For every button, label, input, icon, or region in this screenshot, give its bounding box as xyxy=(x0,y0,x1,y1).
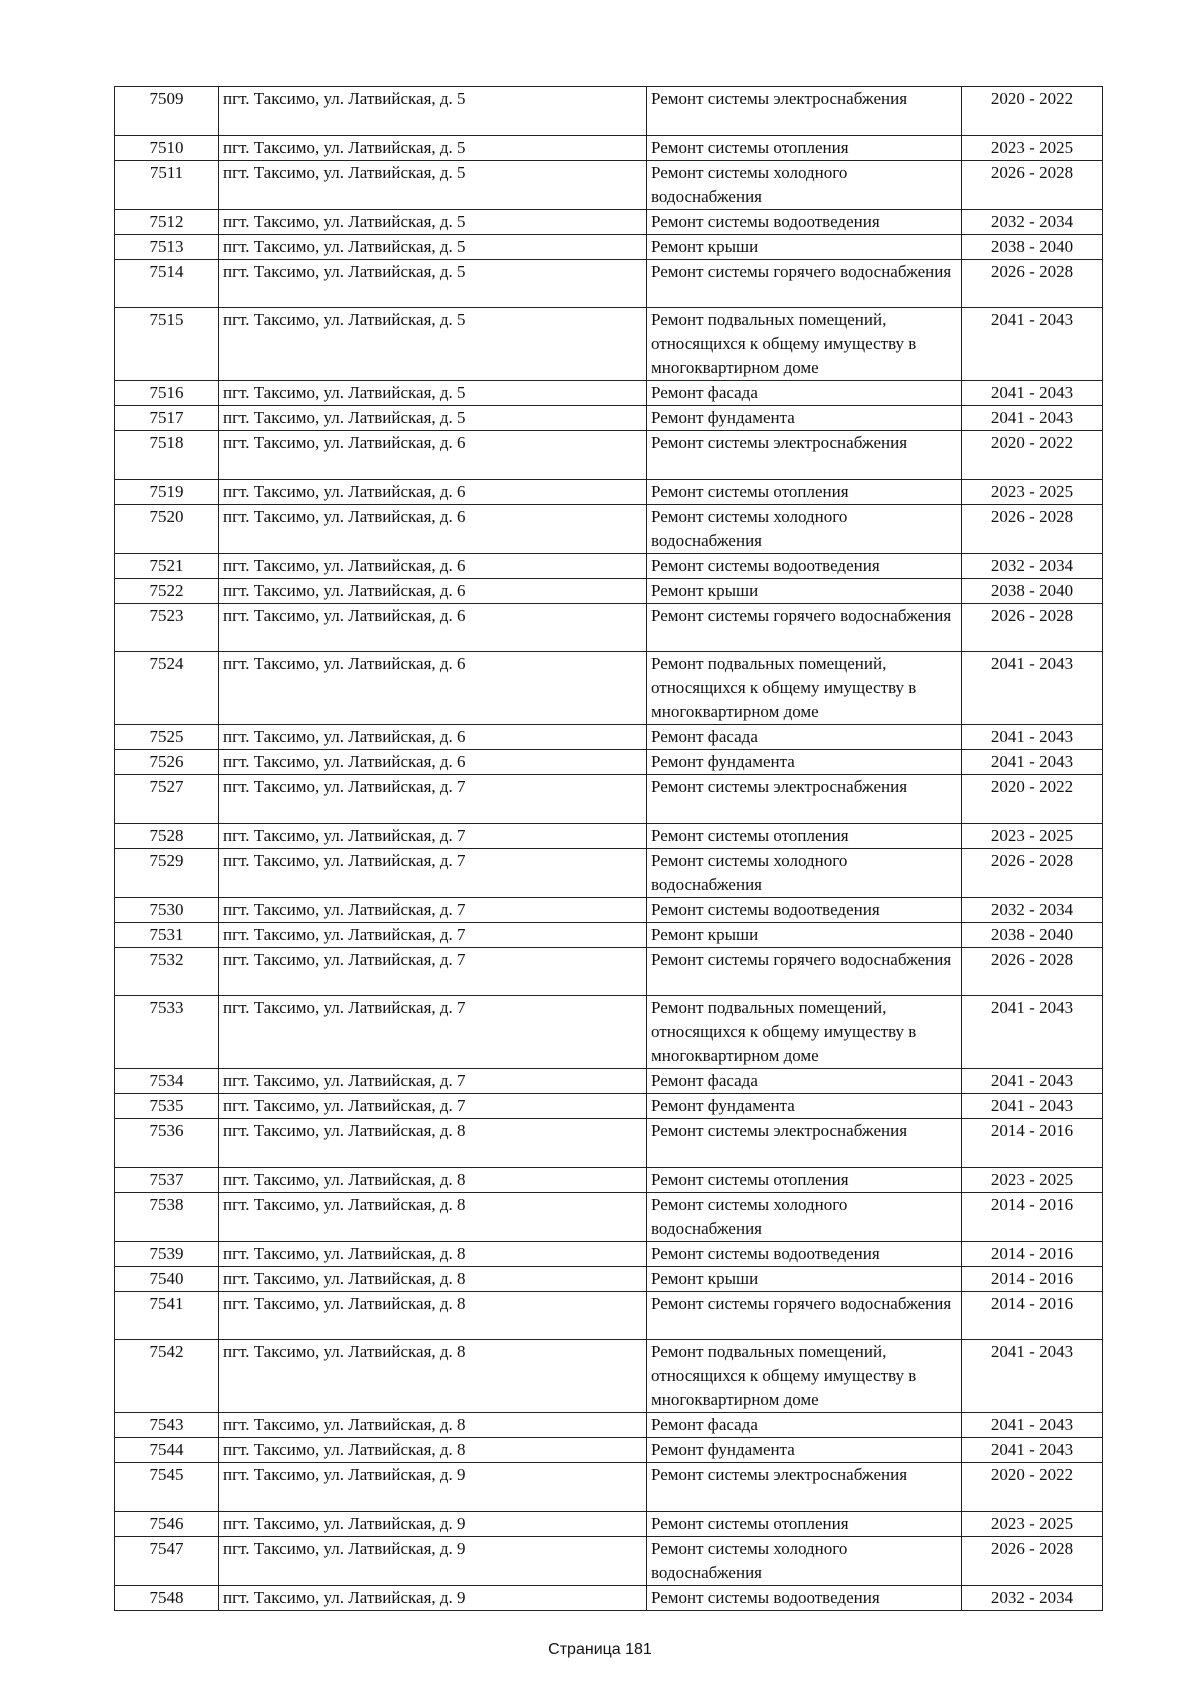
work-type-cell: Ремонт фасада xyxy=(647,1069,962,1094)
work-type-cell: Ремонт системы электроснабжения xyxy=(647,87,962,136)
table-row xyxy=(115,996,1103,1069)
address-cell: пгт. Таксимо, ул. Латвийская, д. 8 xyxy=(219,1119,647,1168)
table-row xyxy=(115,381,1103,406)
table-row xyxy=(115,725,1103,750)
work-type-cell: Ремонт крыши xyxy=(647,1267,962,1292)
address-cell: пгт. Таксимо, ул. Латвийская, д. 8 xyxy=(219,1193,647,1242)
work-type-cell: Ремонт системы отопления xyxy=(647,1512,962,1537)
address-cell: пгт. Таксимо, ул. Латвийская, д. 7 xyxy=(219,775,647,824)
table-row xyxy=(115,505,1103,554)
period-cell: 2026 - 2028 xyxy=(962,260,1103,308)
period-cell: 2014 - 2016 xyxy=(962,1193,1103,1242)
row-number-cell: 7518 xyxy=(115,431,219,480)
work-type-cell: Ремонт системы водоотведения xyxy=(647,210,962,235)
row-number-cell: 7548 xyxy=(115,1586,219,1611)
table-row xyxy=(115,554,1103,579)
address-cell: пгт. Таксимо, ул. Латвийская, д. 7 xyxy=(219,1069,647,1094)
table-row xyxy=(115,948,1103,996)
work-type-cell: Ремонт системы холодного водоснабжения xyxy=(647,1537,962,1586)
row-number-cell: 7546 xyxy=(115,1512,219,1537)
row-number-cell: 7511 xyxy=(115,161,219,210)
period-cell: 2041 - 2043 xyxy=(962,996,1103,1069)
period-cell: 2023 - 2025 xyxy=(962,136,1103,161)
row-number-cell: 7517 xyxy=(115,406,219,431)
address-cell: пгт. Таксимо, ул. Латвийская, д. 6 xyxy=(219,725,647,750)
work-type-cell: Ремонт системы электроснабжения xyxy=(647,1119,962,1168)
work-type-cell: Ремонт подвальных помещений, относящихся к общему имуществу в многоквартирном доме xyxy=(647,308,962,381)
address-cell: пгт. Таксимо, ул. Латвийская, д. 5 xyxy=(219,161,647,210)
table-row xyxy=(115,1292,1103,1340)
work-type-cell: Ремонт фасада xyxy=(647,381,962,406)
address-cell: пгт. Таксимо, ул. Латвийская, д. 8 xyxy=(219,1413,647,1438)
table-row xyxy=(115,1537,1103,1586)
row-number-cell: 7530 xyxy=(115,898,219,923)
table-row xyxy=(115,136,1103,161)
table-row xyxy=(115,1069,1103,1094)
table-row xyxy=(115,260,1103,308)
address-cell: пгт. Таксимо, ул. Латвийская, д. 7 xyxy=(219,898,647,923)
row-number-cell: 7537 xyxy=(115,1168,219,1193)
address-cell: пгт. Таксимо, ул. Латвийская, д. 9 xyxy=(219,1463,647,1512)
row-number-cell: 7526 xyxy=(115,750,219,775)
work-type-cell: Ремонт системы горячего водоснабжения xyxy=(647,1292,962,1340)
table-row xyxy=(115,235,1103,260)
work-type-cell: Ремонт системы холодного водоснабжения xyxy=(647,161,962,210)
period-cell: 2014 - 2016 xyxy=(962,1242,1103,1267)
address-cell: пгт. Таксимо, ул. Латвийская, д. 7 xyxy=(219,1094,647,1119)
row-number-cell: 7527 xyxy=(115,775,219,824)
address-cell: пгт. Таксимо, ул. Латвийская, д. 5 xyxy=(219,308,647,381)
address-cell: пгт. Таксимо, ул. Латвийская, д. 6 xyxy=(219,750,647,775)
address-cell: пгт. Таксимо, ул. Латвийская, д. 7 xyxy=(219,824,647,849)
table-row xyxy=(115,161,1103,210)
row-number-cell: 7542 xyxy=(115,1340,219,1413)
address-cell: пгт. Таксимо, ул. Латвийская, д. 7 xyxy=(219,923,647,948)
work-type-cell: Ремонт крыши xyxy=(647,235,962,260)
address-cell: пгт. Таксимо, ул. Латвийская, д. 6 xyxy=(219,579,647,604)
row-number-cell: 7509 xyxy=(115,87,219,136)
work-type-cell: Ремонт крыши xyxy=(647,923,962,948)
period-cell: 2038 - 2040 xyxy=(962,235,1103,260)
table-row xyxy=(115,1413,1103,1438)
work-type-cell: Ремонт системы электроснабжения xyxy=(647,775,962,824)
address-cell: пгт. Таксимо, ул. Латвийская, д. 9 xyxy=(219,1512,647,1537)
row-number-cell: 7547 xyxy=(115,1537,219,1586)
period-cell: 2026 - 2028 xyxy=(962,505,1103,554)
work-type-cell: Ремонт фасада xyxy=(647,725,962,750)
period-cell: 2026 - 2028 xyxy=(962,849,1103,898)
row-number-cell: 7532 xyxy=(115,948,219,996)
table-row xyxy=(115,898,1103,923)
address-cell: пгт. Таксимо, ул. Латвийская, д. 8 xyxy=(219,1292,647,1340)
period-cell: 2041 - 2043 xyxy=(962,750,1103,775)
period-cell: 2026 - 2028 xyxy=(962,604,1103,652)
period-cell: 2038 - 2040 xyxy=(962,579,1103,604)
row-number-cell: 7540 xyxy=(115,1267,219,1292)
period-cell: 2020 - 2022 xyxy=(962,431,1103,480)
page-number: Страница 181 xyxy=(548,1641,652,1658)
row-number-cell: 7534 xyxy=(115,1069,219,1094)
period-cell: 2023 - 2025 xyxy=(962,1168,1103,1193)
period-cell: 2023 - 2025 xyxy=(962,480,1103,505)
address-cell: пгт. Таксимо, ул. Латвийская, д. 5 xyxy=(219,381,647,406)
work-type-cell: Ремонт системы отопления xyxy=(647,1168,962,1193)
table-row xyxy=(115,604,1103,652)
address-cell: пгт. Таксимо, ул. Латвийская, д. 6 xyxy=(219,604,647,652)
table-row xyxy=(115,824,1103,849)
address-cell: пгт. Таксимо, ул. Латвийская, д. 6 xyxy=(219,652,647,725)
work-type-cell: Ремонт системы электроснабжения xyxy=(647,1463,962,1512)
period-cell: 2026 - 2028 xyxy=(962,1537,1103,1586)
table-row xyxy=(115,750,1103,775)
period-cell: 2041 - 2043 xyxy=(962,406,1103,431)
work-type-cell: Ремонт системы горячего водоснабжения xyxy=(647,260,962,308)
table-row xyxy=(115,87,1103,136)
period-cell: 2041 - 2043 xyxy=(962,1069,1103,1094)
row-number-cell: 7519 xyxy=(115,480,219,505)
work-type-cell: Ремонт системы отопления xyxy=(647,824,962,849)
address-cell: пгт. Таксимо, ул. Латвийская, д. 7 xyxy=(219,948,647,996)
table-row xyxy=(115,579,1103,604)
work-type-cell: Ремонт системы холодного водоснабжения xyxy=(647,1193,962,1242)
address-cell: пгт. Таксимо, ул. Латвийская, д. 5 xyxy=(219,136,647,161)
row-number-cell: 7541 xyxy=(115,1292,219,1340)
work-type-cell: Ремонт фундамента xyxy=(647,406,962,431)
period-cell: 2041 - 2043 xyxy=(962,725,1103,750)
table-row xyxy=(115,1242,1103,1267)
work-type-cell: Ремонт подвальных помещений, относящихся к общему имуществу в многоквартирном доме xyxy=(647,996,962,1069)
address-cell: пгт. Таксимо, ул. Латвийская, д. 8 xyxy=(219,1168,647,1193)
period-cell: 2023 - 2025 xyxy=(962,1512,1103,1537)
work-type-cell: Ремонт системы водоотведения xyxy=(647,898,962,923)
address-cell: пгт. Таксимо, ул. Латвийская, д. 6 xyxy=(219,431,647,480)
row-number-cell: 7535 xyxy=(115,1094,219,1119)
table-row xyxy=(115,1512,1103,1537)
work-type-cell: Ремонт фундамента xyxy=(647,1094,962,1119)
period-cell: 2041 - 2043 xyxy=(962,1094,1103,1119)
table-row xyxy=(115,1094,1103,1119)
row-number-cell: 7513 xyxy=(115,235,219,260)
period-cell: 2014 - 2016 xyxy=(962,1267,1103,1292)
table-row xyxy=(115,308,1103,381)
row-number-cell: 7520 xyxy=(115,505,219,554)
period-cell: 2041 - 2043 xyxy=(962,308,1103,381)
row-number-cell: 7515 xyxy=(115,308,219,381)
period-cell: 2041 - 2043 xyxy=(962,1413,1103,1438)
work-type-cell: Ремонт системы отопления xyxy=(647,480,962,505)
row-number-cell: 7539 xyxy=(115,1242,219,1267)
address-cell: пгт. Таксимо, ул. Латвийская, д. 8 xyxy=(219,1438,647,1463)
work-type-cell: Ремонт системы горячего водоснабжения xyxy=(647,948,962,996)
address-cell: пгт. Таксимо, ул. Латвийская, д. 9 xyxy=(219,1537,647,1586)
table-row xyxy=(115,1168,1103,1193)
row-number-cell: 7528 xyxy=(115,824,219,849)
row-number-cell: 7516 xyxy=(115,381,219,406)
address-cell: пгт. Таксимо, ул. Латвийская, д. 9 xyxy=(219,1586,647,1611)
work-type-cell: Ремонт фасада xyxy=(647,1413,962,1438)
period-cell: 2032 - 2034 xyxy=(962,898,1103,923)
table-body xyxy=(115,87,1103,1611)
period-cell: 2041 - 2043 xyxy=(962,652,1103,725)
table-row xyxy=(115,431,1103,480)
table-row xyxy=(115,406,1103,431)
address-cell: пгт. Таксимо, ул. Латвийская, д. 5 xyxy=(219,260,647,308)
period-cell: 2032 - 2034 xyxy=(962,554,1103,579)
row-number-cell: 7510 xyxy=(115,136,219,161)
address-cell: пгт. Таксимо, ул. Латвийская, д. 6 xyxy=(219,505,647,554)
row-number-cell: 7533 xyxy=(115,996,219,1069)
address-cell: пгт. Таксимо, ул. Латвийская, д. 8 xyxy=(219,1242,647,1267)
period-cell: 2020 - 2022 xyxy=(962,775,1103,824)
address-cell: пгт. Таксимо, ул. Латвийская, д. 8 xyxy=(219,1340,647,1413)
row-number-cell: 7543 xyxy=(115,1413,219,1438)
work-type-cell: Ремонт системы холодного водоснабжения xyxy=(647,849,962,898)
work-type-cell: Ремонт крыши xyxy=(647,579,962,604)
work-type-cell: Ремонт фундамента xyxy=(647,1438,962,1463)
row-number-cell: 7531 xyxy=(115,923,219,948)
period-cell: 2014 - 2016 xyxy=(962,1119,1103,1168)
address-cell: пгт. Таксимо, ул. Латвийская, д. 5 xyxy=(219,87,647,136)
work-type-cell: Ремонт системы холодного водоснабжения xyxy=(647,505,962,554)
period-cell: 2032 - 2034 xyxy=(962,1586,1103,1611)
row-number-cell: 7538 xyxy=(115,1193,219,1242)
row-number-cell: 7514 xyxy=(115,260,219,308)
row-number-cell: 7525 xyxy=(115,725,219,750)
table-row xyxy=(115,775,1103,824)
period-cell: 2041 - 2043 xyxy=(962,1438,1103,1463)
address-cell: пгт. Таксимо, ул. Латвийская, д. 5 xyxy=(219,406,647,431)
address-cell: пгт. Таксимо, ул. Латвийская, д. 7 xyxy=(219,996,647,1069)
row-number-cell: 7536 xyxy=(115,1119,219,1168)
period-cell: 2020 - 2022 xyxy=(962,87,1103,136)
table-row xyxy=(115,480,1103,505)
table-row xyxy=(115,849,1103,898)
work-type-cell: Ремонт системы горячего водоснабжения xyxy=(647,604,962,652)
address-cell: пгт. Таксимо, ул. Латвийская, д. 8 xyxy=(219,1267,647,1292)
work-type-cell: Ремонт системы водоотведения xyxy=(647,1586,962,1611)
row-number-cell: 7521 xyxy=(115,554,219,579)
work-type-cell: Ремонт фундамента xyxy=(647,750,962,775)
table-row xyxy=(115,1193,1103,1242)
row-number-cell: 7522 xyxy=(115,579,219,604)
period-cell: 2041 - 2043 xyxy=(962,1340,1103,1413)
period-cell: 2038 - 2040 xyxy=(962,923,1103,948)
address-cell: пгт. Таксимо, ул. Латвийская, д. 6 xyxy=(219,480,647,505)
row-number-cell: 7529 xyxy=(115,849,219,898)
row-number-cell: 7544 xyxy=(115,1438,219,1463)
work-type-cell: Ремонт системы отопления xyxy=(647,136,962,161)
period-cell: 2023 - 2025 xyxy=(962,824,1103,849)
table-row xyxy=(115,210,1103,235)
row-number-cell: 7545 xyxy=(115,1463,219,1512)
table-row xyxy=(115,1267,1103,1292)
table-row xyxy=(115,923,1103,948)
work-type-cell: Ремонт системы водоотведения xyxy=(647,1242,962,1267)
period-cell: 2026 - 2028 xyxy=(962,948,1103,996)
period-cell: 2014 - 2016 xyxy=(962,1292,1103,1340)
address-cell: пгт. Таксимо, ул. Латвийская, д. 5 xyxy=(219,210,647,235)
row-number-cell: 7524 xyxy=(115,652,219,725)
period-cell: 2026 - 2028 xyxy=(962,161,1103,210)
period-cell: 2020 - 2022 xyxy=(962,1463,1103,1512)
address-cell: пгт. Таксимо, ул. Латвийская, д. 7 xyxy=(219,849,647,898)
address-cell: пгт. Таксимо, ул. Латвийская, д. 6 xyxy=(219,554,647,579)
work-type-cell: Ремонт системы водоотведения xyxy=(647,554,962,579)
repair-schedule-table xyxy=(114,86,1103,1611)
table-row xyxy=(115,1586,1103,1611)
table-row xyxy=(115,1463,1103,1512)
work-type-cell: Ремонт системы электроснабжения xyxy=(647,431,962,480)
table-row xyxy=(115,652,1103,725)
row-number-cell: 7512 xyxy=(115,210,219,235)
work-type-cell: Ремонт подвальных помещений, относящихся к общему имуществу в многоквартирном доме xyxy=(647,652,962,725)
table-row xyxy=(115,1119,1103,1168)
period-cell: 2041 - 2043 xyxy=(962,381,1103,406)
row-number-cell: 7523 xyxy=(115,604,219,652)
address-cell: пгт. Таксимо, ул. Латвийская, д. 5 xyxy=(219,235,647,260)
work-type-cell: Ремонт подвальных помещений, относящихся к общему имуществу в многоквартирном доме xyxy=(647,1340,962,1413)
table-row xyxy=(115,1438,1103,1463)
period-cell: 2032 - 2034 xyxy=(962,210,1103,235)
table-row xyxy=(115,1340,1103,1413)
